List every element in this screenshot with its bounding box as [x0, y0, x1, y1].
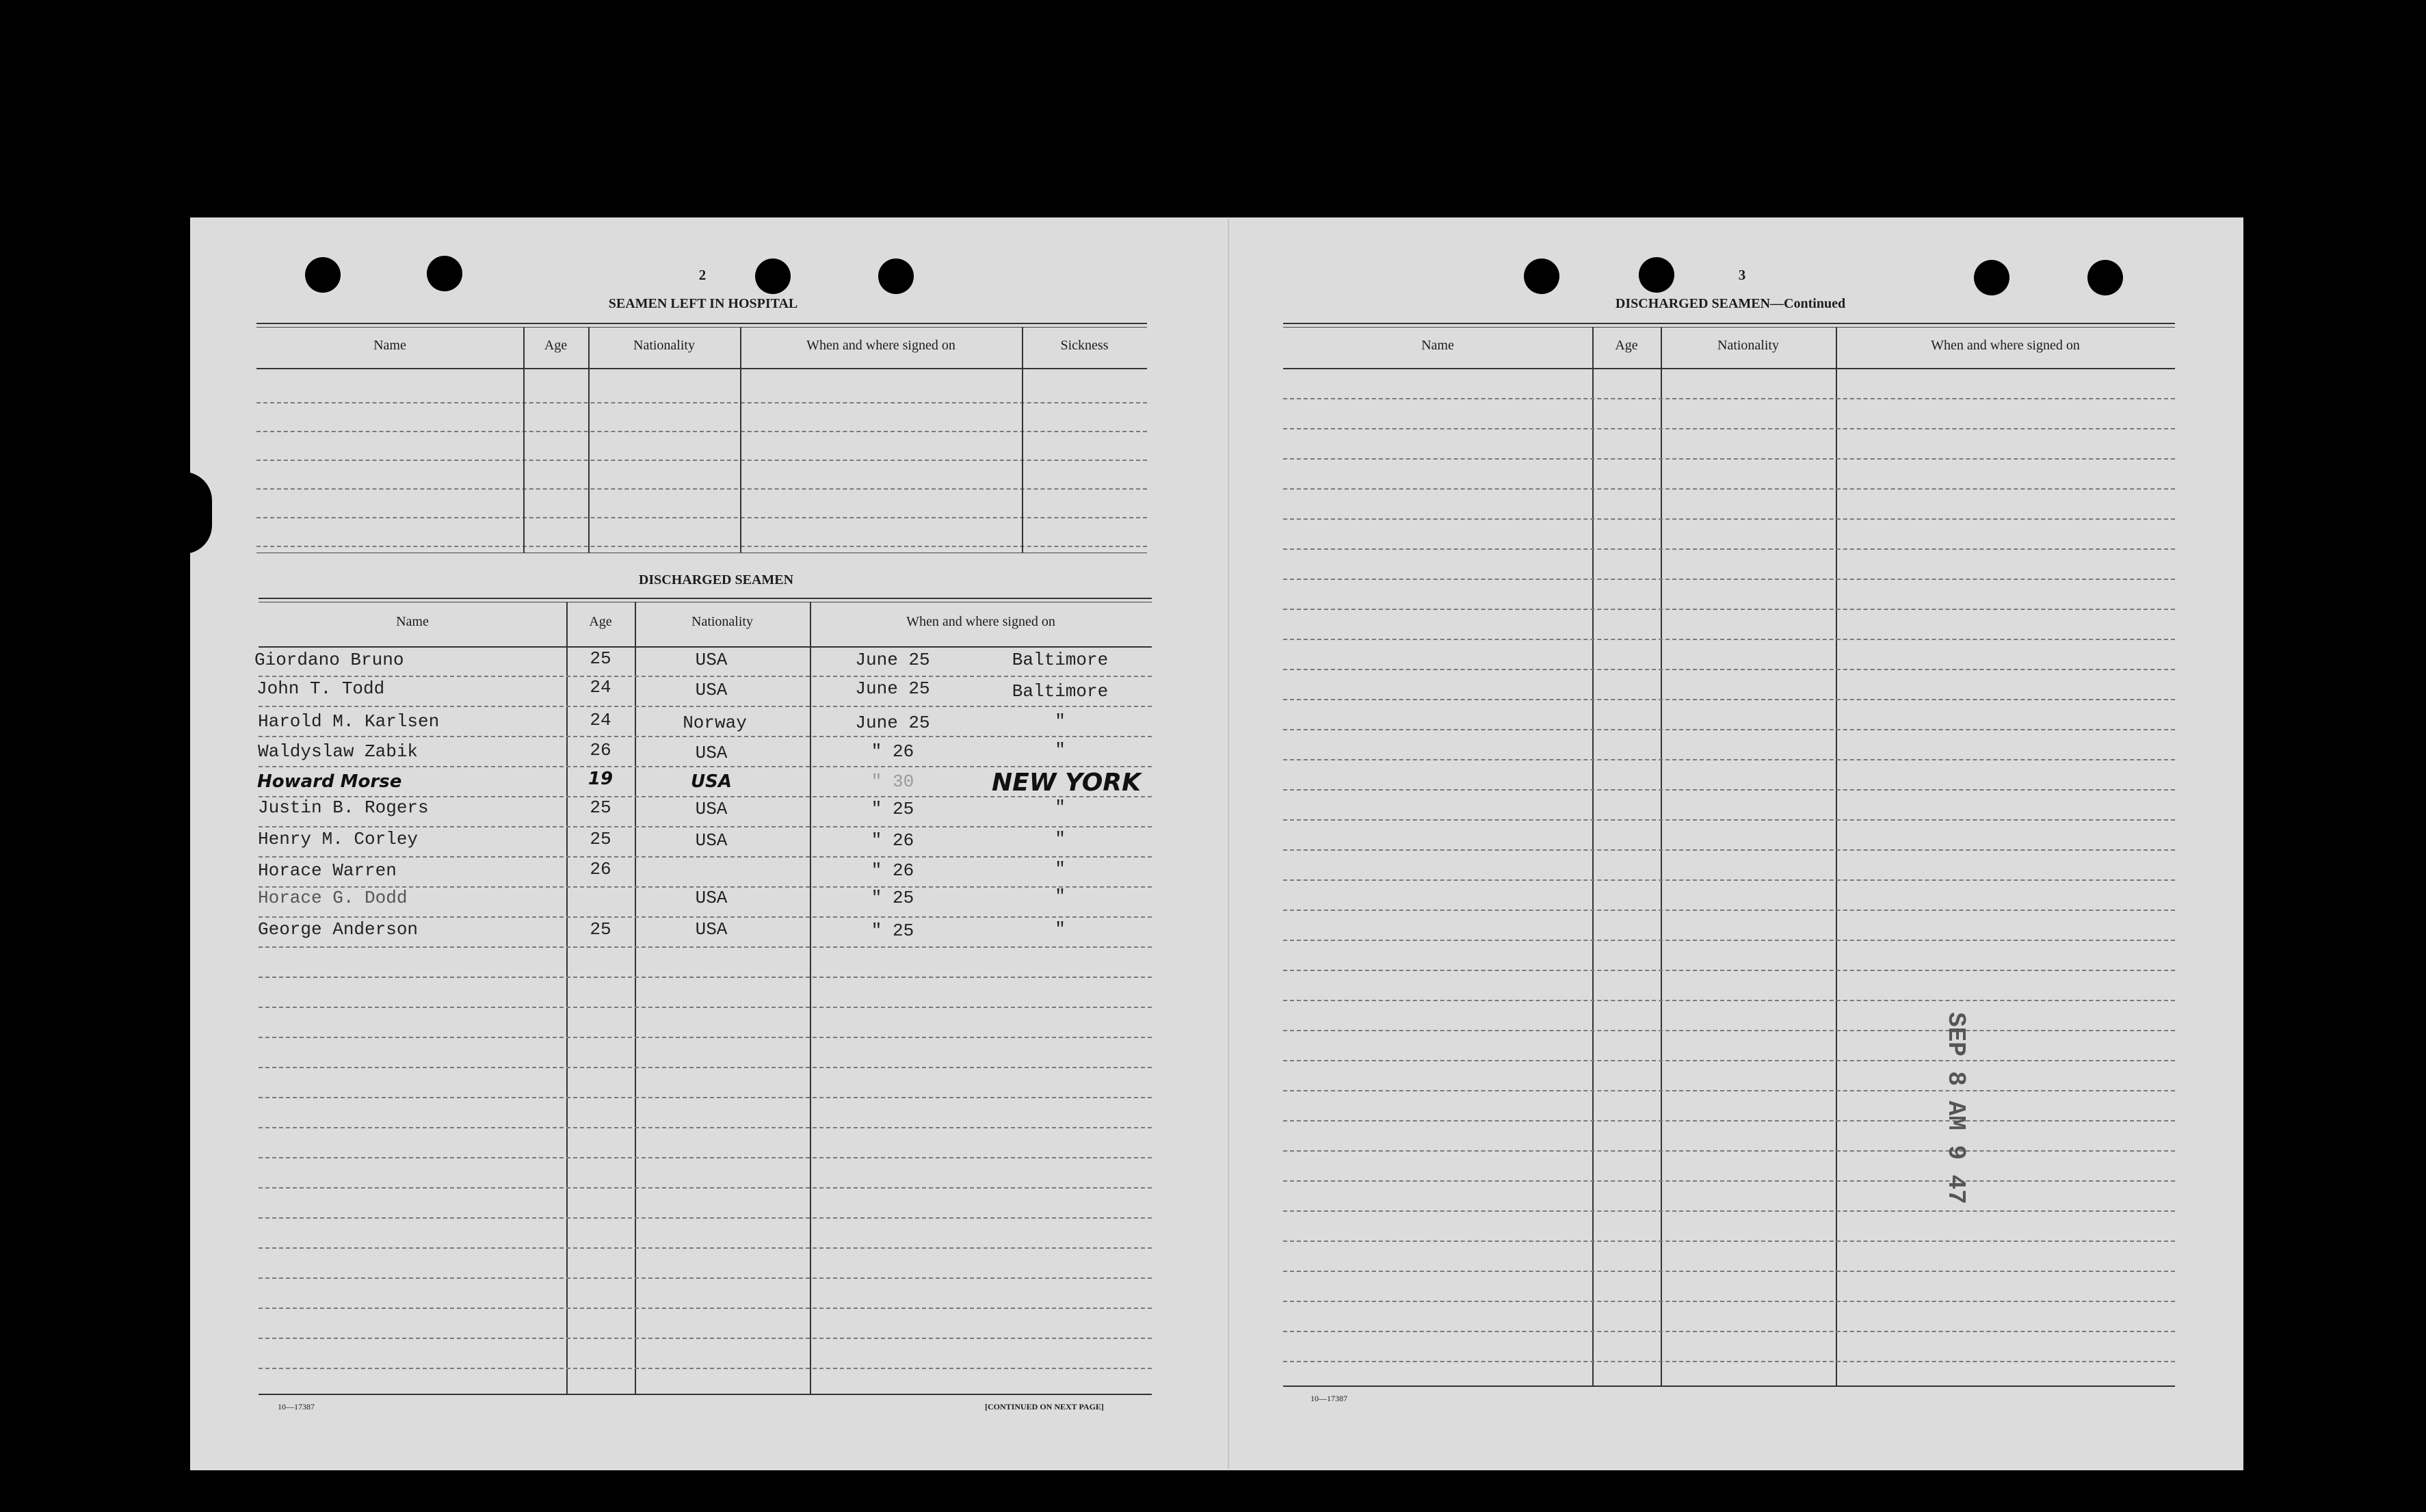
row-line: [259, 1308, 1152, 1309]
column-divider: [635, 602, 636, 1395]
row-line: [1283, 940, 2175, 941]
section-title-continued: DISCHARGED SEAMEN—Continued: [1615, 296, 1846, 311]
seaman-name: Howard Morse: [257, 771, 402, 792]
header-rule: [1283, 368, 2175, 369]
row-line: [1283, 518, 2175, 520]
seaman-age: 26: [590, 859, 611, 879]
row-line: [1283, 1361, 2175, 1362]
column-divider: [1022, 327, 1023, 553]
seaman-name: George Anderson: [258, 919, 419, 940]
signed-on-date: " 25: [871, 920, 914, 941]
row-line: [259, 856, 1152, 858]
row-line: [1283, 910, 2175, 911]
column-header: When and where signed on: [1931, 338, 2080, 353]
row-line: [259, 916, 1152, 918]
signed-on-date: " 25: [871, 888, 914, 908]
seaman-name: Horace Warren: [258, 860, 397, 881]
punch-hole: [878, 258, 914, 294]
row-line: [1283, 1060, 2175, 1061]
row-line: [259, 676, 1152, 677]
row-line: [259, 736, 1152, 737]
column-divider: [1661, 327, 1662, 1385]
column-header: Name: [396, 614, 429, 629]
seaman-age: 25: [590, 797, 611, 818]
row-line: [1283, 819, 2175, 821]
table-top-rule: [1283, 323, 2175, 324]
signed-on-place: ": [1055, 797, 1066, 818]
column-header: Name: [1421, 338, 1454, 353]
seaman-nationality: USA: [695, 888, 728, 908]
row-line: [256, 460, 1147, 461]
signed-on-place: NEW YORK: [992, 769, 1141, 797]
table-top-rule: [259, 598, 1152, 599]
column-divider: [1592, 327, 1594, 1385]
form-number: 10—17387: [1310, 1394, 1347, 1403]
seaman-nationality: USA: [695, 919, 728, 940]
seaman-nationality: USA: [691, 771, 732, 792]
signed-on-place: ": [1055, 859, 1066, 879]
row-line: [256, 517, 1147, 518]
seaman-nationality: USA: [695, 680, 728, 700]
signed-on-place: Baltimore: [1012, 650, 1109, 670]
punch-hole: [427, 256, 462, 291]
row-line: [256, 431, 1147, 432]
signed-on-date: " 26: [871, 860, 914, 881]
signed-on-place: ": [1055, 711, 1066, 732]
table-top-rule: [256, 323, 1147, 324]
row-line: [1283, 759, 2175, 760]
row-line: [1283, 1150, 2175, 1152]
form-number: 10—17387: [278, 1402, 315, 1411]
row-line: [259, 1067, 1152, 1068]
row-line: [1283, 669, 2175, 670]
column-divider: [523, 327, 525, 553]
seaman-age: 26: [590, 740, 611, 760]
row-line: [259, 826, 1152, 827]
row-line: [1283, 1030, 2175, 1031]
row-line: [1283, 1000, 2175, 1001]
seaman-name: Horace G. Dodd: [258, 888, 408, 908]
seaman-nationality: USA: [695, 743, 728, 763]
section-title-discharged: DISCHARGED SEAMEN: [638, 572, 794, 587]
table-top-rule: [1283, 327, 2175, 328]
signed-on-date: June 25: [855, 713, 930, 733]
column-header: Age: [544, 338, 568, 353]
row-line: [1283, 428, 2175, 429]
row-line: [259, 1157, 1152, 1158]
seaman-name: Justin B. Rogers: [258, 797, 429, 818]
seaman-age: 19: [588, 769, 614, 789]
punch-hole: [1974, 260, 2009, 295]
row-line: [256, 402, 1147, 403]
row-line: [1283, 729, 2175, 730]
column-divider: [588, 327, 590, 553]
seaman-name: Waldyslaw Zabik: [258, 741, 419, 762]
column-divider: [810, 602, 811, 1395]
table-top-rule: [256, 327, 1147, 328]
row-line: [259, 1277, 1152, 1279]
column-header: Nationality: [633, 338, 695, 353]
column-divider: [740, 327, 741, 553]
seaman-age: 24: [590, 677, 611, 698]
row-line: [259, 977, 1152, 978]
row-line: [1283, 849, 2175, 851]
seaman-nationality: USA: [695, 830, 728, 851]
seaman-age: 25: [590, 829, 611, 849]
column-header: Nationality: [691, 614, 753, 629]
row-line: [1283, 579, 2175, 580]
row-line: [1283, 789, 2175, 791]
row-line: [259, 1037, 1152, 1038]
column-header: Name: [373, 338, 406, 353]
row-line: [1283, 398, 2175, 399]
punch-hole: [1639, 257, 1674, 293]
signed-on-place: ": [1055, 886, 1066, 907]
seaman-nationality: USA: [695, 650, 728, 670]
row-line: [259, 1338, 1152, 1339]
row-line: [1283, 970, 2175, 971]
signed-on-date: " 26: [871, 830, 914, 851]
document-sheet: [190, 217, 2243, 1470]
row-line: [259, 1247, 1152, 1249]
signed-on-place: ": [1055, 829, 1066, 849]
page-number: 2: [698, 267, 707, 283]
row-line: [259, 766, 1152, 767]
column-header: When and where signed on: [806, 338, 955, 353]
seaman-nationality: Norway: [683, 713, 747, 733]
punch-hole: [1524, 258, 1559, 294]
row-line: [259, 946, 1152, 948]
row-line: [256, 546, 1147, 547]
row-line: [1283, 879, 2175, 881]
row-line: [1283, 609, 2175, 610]
row-line: [259, 1187, 1152, 1189]
table-bottom-rule: [1283, 1385, 2175, 1387]
row-line: [259, 1007, 1152, 1008]
row-line: [259, 1127, 1152, 1128]
row-line: [1283, 1180, 2175, 1182]
column-header: Sickness: [1060, 338, 1109, 353]
section-title-hospital: SEAMEN LEFT IN HOSPITAL: [608, 296, 798, 311]
row-line: [259, 1217, 1152, 1219]
table-bottom-rule: [259, 1394, 1152, 1395]
row-line: [259, 706, 1152, 707]
signed-on-place: Baltimore: [1012, 681, 1109, 702]
signed-on-date: " 30: [871, 771, 914, 792]
signed-on-date: June 25: [855, 650, 930, 670]
column-header: When and where signed on: [906, 614, 1055, 629]
seaman-name: Giordano Bruno: [254, 650, 404, 670]
row-line: [1283, 639, 2175, 640]
signed-on-place: ": [1055, 919, 1066, 940]
row-line: [1283, 1331, 2175, 1332]
row-line: [1283, 1301, 2175, 1302]
row-line: [256, 488, 1147, 490]
continued-note: [CONTINUED ON NEXT PAGE]: [985, 1402, 1104, 1411]
punch-hole: [755, 258, 791, 294]
seaman-name: Henry M. Corley: [258, 829, 419, 849]
row-line: [1283, 458, 2175, 460]
seaman-age: 25: [590, 648, 611, 669]
row-line: [1283, 1120, 2175, 1122]
signed-on-date: June 25: [855, 678, 930, 699]
header-rule: [259, 646, 1152, 648]
header-rule: [256, 368, 1147, 369]
row-line: [1283, 1090, 2175, 1091]
row-line: [259, 1368, 1152, 1369]
signed-on-date: " 26: [871, 741, 914, 762]
row-line: [1283, 1271, 2175, 1272]
row-line: [1283, 1210, 2175, 1212]
column-header: Age: [1615, 338, 1638, 353]
column-header: Nationality: [1717, 338, 1779, 353]
page-number: 3: [1738, 267, 1746, 283]
seaman-name: John T. Todd: [256, 678, 385, 699]
seaman-nationality: USA: [695, 799, 728, 819]
row-line: [1283, 548, 2175, 550]
row-line: [1283, 488, 2175, 490]
row-line: [1283, 699, 2175, 700]
page-fold: [1228, 219, 1229, 1469]
seaman-age: 25: [590, 919, 611, 940]
column-divider: [1836, 327, 1837, 1385]
row-line: [259, 1097, 1152, 1098]
seaman-age: 24: [590, 710, 611, 730]
signed-on-date: " 25: [871, 799, 914, 819]
date-stamp: SEP 8 AM 9 47: [1942, 1012, 1970, 1204]
seaman-name: Harold M. Karlsen: [258, 711, 440, 732]
row-line: [1283, 1241, 2175, 1242]
column-header: Age: [589, 614, 612, 629]
column-divider: [566, 602, 568, 1395]
punch-hole: [305, 257, 341, 293]
signed-on-place: ": [1055, 740, 1066, 760]
punch-hole: [2087, 260, 2123, 295]
